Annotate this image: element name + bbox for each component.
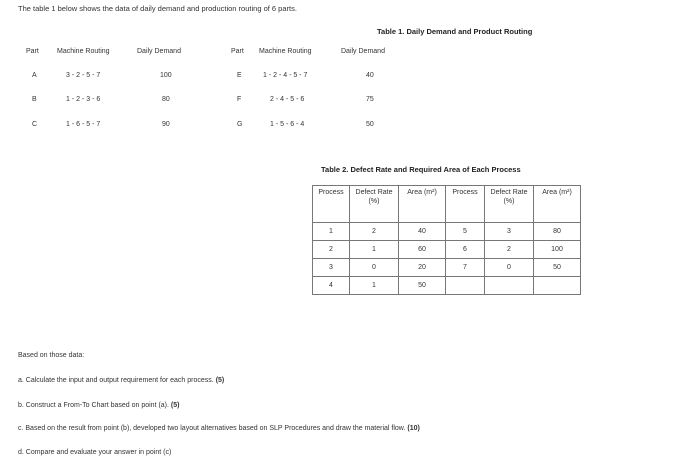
defect-area-table [312,185,581,295]
t1-left-routing: 1 - 6 - 5 - 7 [66,121,101,128]
t1-right-routing: 1 - 5 - 6 - 4 [270,121,305,128]
table-cell: 6 [446,241,485,259]
t1-right-part: E [237,72,242,79]
t1-left-routing: 1 - 2 - 3 - 6 [66,96,101,103]
question-marks: (5) [215,377,225,384]
question-text: c. Based on the result from point (b), developed two layout alternatives based on SLP Procedures and draw the material flow. [18,425,406,432]
table-cell: 2 [485,241,534,259]
question-d [18,449,171,456]
t1-left-demand: 80 [162,96,170,103]
table-row [313,223,581,241]
t1-left-demand: 90 [162,121,170,128]
col-header-area: Area (m²) [399,186,446,223]
table-cell: 20 [399,259,446,277]
table-cell [534,277,581,295]
table-cell: 1 [313,223,350,241]
table-header-row [313,186,581,223]
t1-right-demand: 50 [366,121,374,128]
t1-left-part: B [32,96,37,103]
table-row [313,277,581,295]
col-header-process: Process [446,186,485,223]
t1-right-header-demand: Daily Demand [341,48,385,55]
t1-right-routing: 2 - 4 - 5 - 6 [270,96,305,103]
t1-right-part: G [237,121,243,128]
intro-text: The table 1 below shows the data of daily demand and production routing of 6 parts. [18,4,297,13]
t1-left-part: C [32,121,38,128]
table-cell: 40 [399,223,446,241]
t1-right-part: F [237,96,242,103]
question-a [18,377,224,384]
question-b [18,402,179,409]
table-cell: 0 [485,259,534,277]
table-cell: 50 [399,277,446,295]
t1-left-part: A [32,72,37,79]
col-header-area: Area (m²) [534,186,581,223]
question-text: d. Compare and evaluate your answer in point (c) [18,449,172,456]
t1-left-routing: 3 - 2 - 5 - 7 [66,72,101,79]
table2-title: Table 2. Defect Rate and Required Area of Each Process [321,165,521,174]
t1-right-header-part: Part [231,48,244,55]
question-text: b. Construct a From-To Chart based on point (a). [18,402,169,409]
table-row [313,259,581,277]
table-cell [485,277,534,295]
table-cell: 7 [446,259,485,277]
table-cell: 2 [350,223,399,241]
t1-left-header-routing: Machine Routing [57,48,110,55]
question-marks: (10) [407,425,420,432]
table-cell: 100 [534,241,581,259]
table1-title: Table 1. Daily Demand and Product Routing [377,27,533,36]
t1-right-demand: 40 [366,72,374,79]
table-cell: 60 [399,241,446,259]
question-text: a. Calculate the input and output requirement for each process. [18,377,214,384]
table-cell: 1 [350,277,399,295]
t1-left-header-demand: Daily Demand [137,48,181,55]
table-cell: 3 [313,259,350,277]
table-row [313,241,581,259]
t1-left-demand: 100 [160,72,172,79]
table-cell [446,277,485,295]
t1-right-demand: 75 [366,96,374,103]
table-cell: 5 [446,223,485,241]
based-on-text: Based on those data: [18,352,85,359]
t1-left-header-part: Part [26,48,39,55]
question-c [18,425,420,432]
col-header-process: Process [313,186,350,223]
table-cell: 1 [350,241,399,259]
table-cell: 4 [313,277,350,295]
question-marks: (5) [170,402,180,409]
table-cell: 2 [313,241,350,259]
t1-right-routing: 1 - 2 - 4 - 5 - 7 [263,72,308,79]
table-cell: 50 [534,259,581,277]
table-cell: 0 [350,259,399,277]
t1-right-header-routing: Machine Routing [259,48,312,55]
table-cell: 80 [534,223,581,241]
table-cell: 3 [485,223,534,241]
col-header-defect-rate: Defect Rate (%) [350,186,399,223]
col-header-defect-rate: Defect Rate (%) [485,186,534,223]
